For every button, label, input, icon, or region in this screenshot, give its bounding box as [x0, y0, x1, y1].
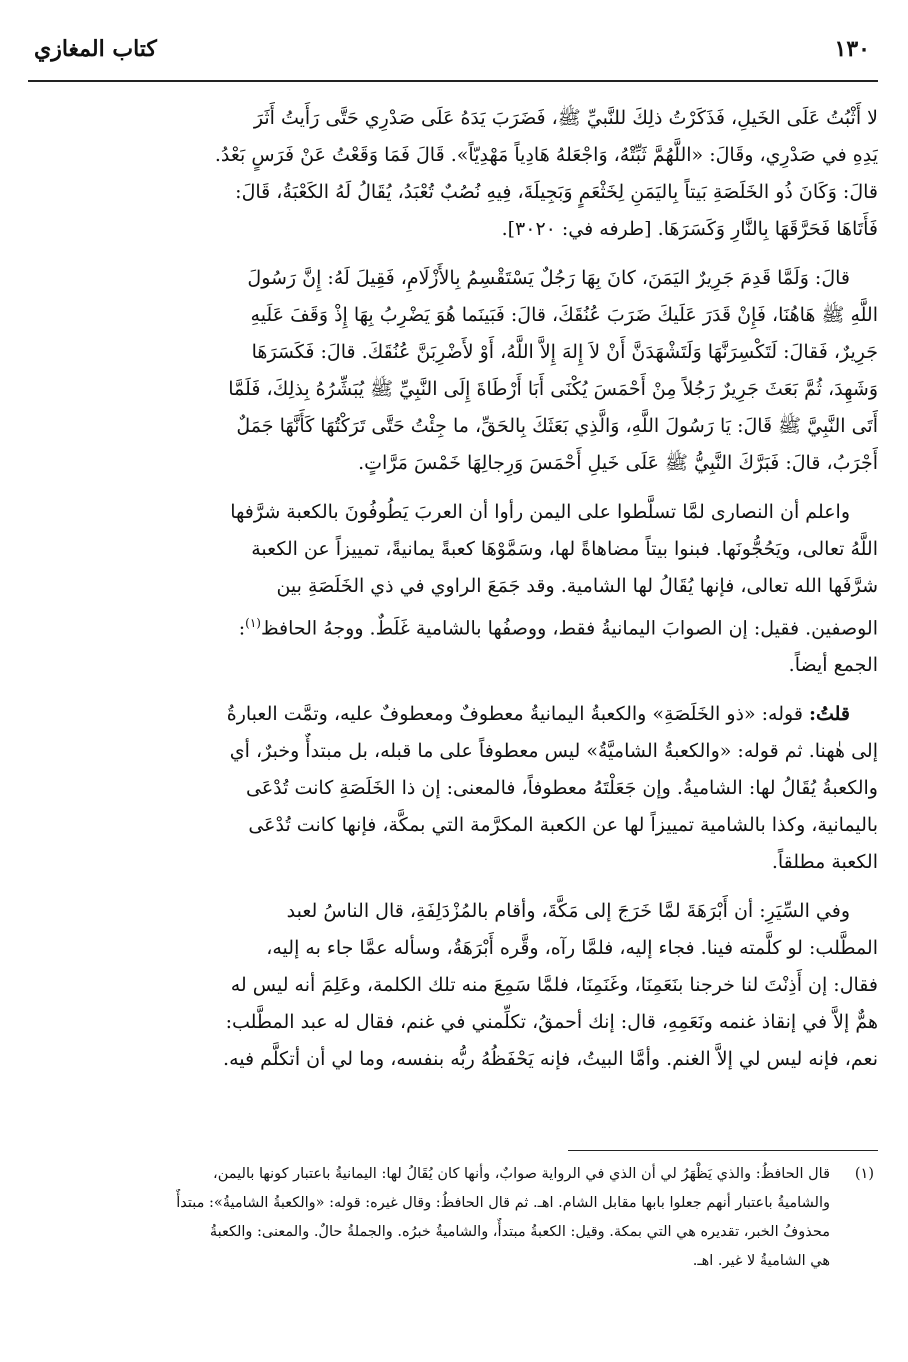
text-line: نعم، فإنه ليس لي إلاَّ الغنم. وأمَّا البيتُ، فإنه يَحْفَظُهُ ربُّه بنفسه، وما لي أن أتكلَّم فيه.: [223, 1048, 878, 1071]
text-line: قالَ: وَلَمَّا قَدِمَ جَرِيرٌ اليَمَنَ، كانَ بِهَا رَجُلٌ يَسْتَقْسِمُ بِالأَزْلَامِ، فَقِيلَ لَهُ: إِنَّ رَسُولَ: [247, 267, 850, 289]
text-line: باليمانية، وكذا بالشامية تمييزاً لها عن الكعبة المكرَّمة التي بمكَّة، فإنها كانت تُدْعَى: [248, 814, 878, 837]
text-line: قالَ: وَكَانَ ذُو الخَلَصَةِ بَيتاً بِاليَمَنِ لِخَثْعَمٍ وَبَجِيلَةَ، فِيهِ نُصُبٌ تُعْبَدُ، يُقَالُ لَهُ الكَعْبَةُ، قَالَ:: [235, 181, 878, 203]
text-line: يَدِهِ في صَدْرِي، وقَالَ: «اللَّهُمَّ ثَبِّتْهُ، وَاجْعَلهُ هَادِياً مَهْدِيّاً». قَالَ فَمَا وَقَعْتُ عَنْ فَرَسٍ بَعْدُ.: [214, 144, 878, 166]
paragraph: [28, 100, 878, 248]
text-line: فَأَتَاهَا فَحَرَّقَهَا بِالنَّارِ وَكَسَرَهَا. [طرفه في: ٣٠٢٠].: [501, 218, 878, 240]
text-line: لا أَثْبُتُ عَلَى الخَيلِ، فَذَكَرْتُ ذلِكَ للنَّبيِّ ﷺ، فَضَرَبَ يَدَهُ عَلَى صَدْرِي حَتَّى رَأَيتُ أَثَرَ: [253, 107, 878, 129]
text-line: الوصفين. فقيل: إن الصوابَ اليمانيةُ فقط، ووصفُها بالشامية غَلَطٌ. ووجهُ الحافظ$^{(١)}$:: [238, 616, 878, 640]
paragraph: [28, 893, 878, 1078]
text-line: الكعبة مطلقاً.: [771, 851, 878, 874]
paragraph: [28, 494, 878, 684]
footnote-line: هي الشاميةُ لا غير. اهـ.: [692, 1253, 830, 1269]
text-line: وفي السِّيَرِ: أن أَبْرَهَةَ لمَّا خَرَجَ إلى مَكَّةَ، وأقام بالمُزْدَلِفَةِ، قال الناسُ لعبد: [286, 900, 850, 923]
page: [28, 30, 878, 1342]
text-line: الجمع أيضاً.: [788, 654, 878, 677]
text-line: المطَّلب: لو كلَّمته فينا. فجاء إليه، فلمَّا رآه، وقَّره أَبْرَهَةُ، وسأله عمَّا جاء به إليه،: [266, 937, 878, 960]
text-line: اللَّهُ تعالى، ويَحُجُّونَها. فبنوا بيتاً مضاهاةً لها، وسَمَّوْهَا كعبةً يمانيةً، تمييزاً عن الكعبة: [251, 538, 878, 560]
footnotes: [28, 1160, 878, 1276]
text-line: والكعبةُ يُقَالُ لها: الشاميةُ. وإن جَعَلْتَهُ معطوفاً، فالمعنى: إن ذا الخَلَصَةِ كانت تُدْعَى: [245, 777, 878, 800]
lead-word: قلتُ:: [808, 703, 850, 726]
footnote-reference[interactable]: (١): [245, 616, 261, 630]
footnote-line: والشاميةُ باعتبار أنهم جعلوا بابها مقابل الشام. اهـ. ثم قال الحافظُ: وقال غيره: قوله: «والكعبةُ الشاميةُ»: مبتدأٌ: [176, 1195, 830, 1211]
footnote-divider: [568, 1150, 878, 1151]
text-line: جَرِيرٌ، فَقالَ: لَتَكْسِرَنَّهَا وَلَتَشْهَدَنَّ أَنْ لاَ إِلهَ إِلاَّ اللَّهُ، أَوْ لأَضْرِبَنَّ عُنُقَكَ. قالَ: فَكَسَرَهَا: [251, 341, 878, 363]
text-line: أَجْرَبُ، قالَ: فَبَرَّكَ النَّبِيُّ ﷺ عَلَى خَيلِ أَحْمَسَ وَرِجالِهَا خَمْسَ مَرَّاتٍ.: [358, 452, 878, 474]
text-line: واعلم أن النصارى لمَّا تسلَّطوا على اليمن رأوا أن العربَ يَطُوفُونَ بالكعبة شرَّفها: [230, 501, 850, 523]
footnote-number: (١): [854, 1166, 874, 1182]
paragraph: [28, 260, 878, 482]
text-line-content: الوصفين. فقيل: إن الصوابَ اليمانيةُ فقط، ووصفُها بالشامية غَلَطٌ. ووجهُ الحافظ: [260, 617, 878, 640]
text-line: أَتَى النَّبِيَّ ﷺ قَالَ: يَا رَسُولَ اللَّهِ، وَالَّذِي بَعَثَكَ بِالحَقِّ، ما جِئْتُ حَتَّى تَرَكْتُهَا كَأَنَّهَا جَمَلٌ: [236, 415, 878, 437]
page-number: ١٣٠: [834, 36, 870, 62]
page-header: [28, 30, 878, 82]
text-line: شرَّفَها الله تعالى، فإنها يُقَالُ لها الشامية. وقد جَمَعَ الراوي في ذي الخَلَصَةِ بين: [276, 575, 878, 597]
text-line: فقال: إن أَذِنْتَ لنا خرجنا بنَعَمِنَا، وغَنَمِنَا، فلمَّا سَمِعَ منه تلك الكلمة، وعَلِمَ أنه ليس له: [230, 974, 878, 997]
footnote-line: محذوفُ الخبر، تقديره هي التي بمكة. وقيل: الكعبةُ مبتدأٌ، والشاميةُ خبرُه. والجملةُ حالٌ. والمعنى: والكعبةُ: [209, 1224, 830, 1240]
text-line: إلى هٰهنا. ثم قوله: «والكعبةُ الشاميَّةُ» ليس معطوفاً على ما قبله، بل مبتدأٌ وخبرٌ، أي: [229, 740, 878, 763]
text-line: وَشَهِدَ، ثُمَّ بَعَثَ جَرِيرٌ رَجُلاً مِنْ أَحْمَسَ يُكْنَى أَبَا أَرْطَاةَ إِلَى النَّبِيِّ ﷺ يُبَشِّرُهُ بِذلِكَ، فَلَمَّا: [228, 378, 878, 400]
text-line-content: قوله: «ذو الخَلَصَةِ» والكعبةُ اليمانيةُ معطوفٌ ومعطوفٌ عليه، وتمَّت العبارةُ: [226, 703, 803, 726]
text-line: اللَّهِ ﷺ هَاهُنَا، فَإِنْ قَدَرَ عَلَيكَ ضَرَبَ عُنُقَكَ، قالَ: فَبَينَما هُوَ يَضْرِبُ بِهَا إِذْ وَقَفَ عَلَيهِ: [250, 304, 878, 326]
paragraph: [28, 696, 878, 881]
footnote-line: قال الحافظُ: والذي يَظْهَرُ لي أن الذي في الرواية صوابٌ، وأنها كان يُقَالُ لها: اليمانيةُ باعتبار كونها باليمن،: [213, 1166, 830, 1182]
main-text: [28, 100, 878, 1078]
footnote-body: [28, 1160, 830, 1276]
book-title: كتاب المغازي: [34, 36, 157, 62]
text-line: همٌّ إلاَّ في إنقاذ غنمه ونَعَمِهِ، قال: إنك أحمقُ، تكلِّمني في غنم، فقال له عبد المطَّلب:: [225, 1011, 878, 1034]
text-line: [28, 696, 878, 733]
